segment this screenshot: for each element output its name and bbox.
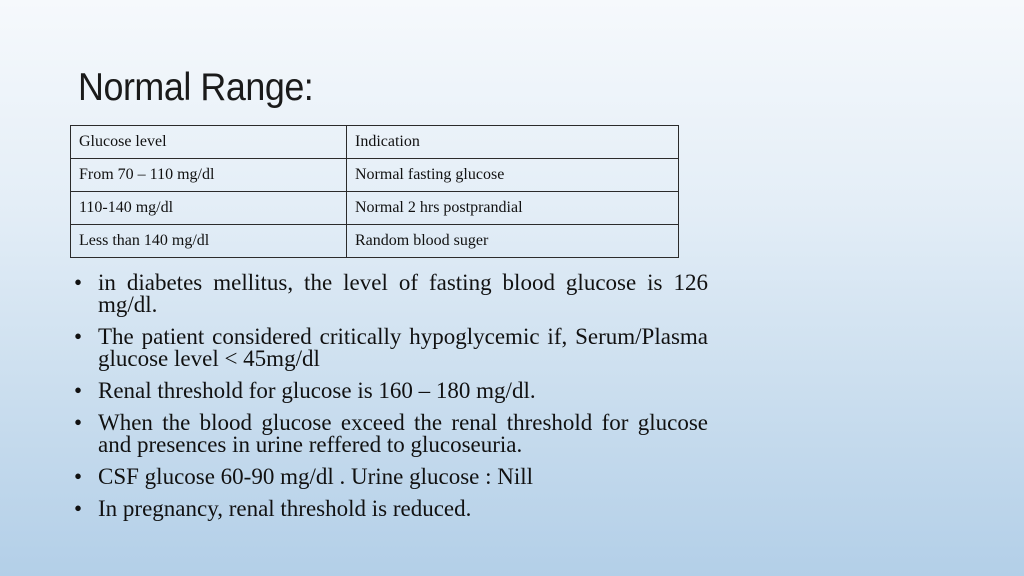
slide-title: Normal Range: xyxy=(78,66,314,109)
bullet-dot-icon: • xyxy=(74,464,83,489)
bullet-text: in diabetes mellitus, the level of fasting blood glucose is 126 mg/dl. xyxy=(98,270,708,317)
table-cell: Less than 140 mg/dl xyxy=(71,225,347,258)
list-item xyxy=(74,380,708,402)
bullet-text: Renal threshold for glucose is 160 – 180 mg/dl. xyxy=(98,378,536,403)
table-cell: Normal fasting glucose xyxy=(347,159,679,192)
list-item xyxy=(74,498,708,520)
table-row xyxy=(71,192,679,225)
bullet-text: The patient considered critically hypoglycemic if, Serum/Plasma glucose level < 45mg/dl xyxy=(98,324,708,371)
glucose-range-table xyxy=(70,125,679,258)
list-item xyxy=(74,326,708,370)
table-cell: From 70 – 110 mg/dl xyxy=(71,159,347,192)
table-cell: Normal 2 hrs postprandial xyxy=(347,192,679,225)
list-item xyxy=(74,466,708,488)
bullet-dot-icon: • xyxy=(74,270,83,295)
bullet-dot-icon: • xyxy=(74,324,83,349)
bullet-text: In pregnancy, renal threshold is reduced. xyxy=(98,496,472,521)
bullet-dot-icon: • xyxy=(74,496,83,521)
table-cell: Indication xyxy=(347,126,679,159)
list-item xyxy=(74,272,708,316)
bullet-text: CSF glucose 60-90 mg/dl . Urine glucose : Nill xyxy=(98,464,534,489)
bullet-dot-icon: • xyxy=(74,410,83,435)
table-header-row xyxy=(71,126,679,159)
list-item xyxy=(74,412,708,456)
bullet-dot-icon: • xyxy=(74,378,83,403)
bullet-text: When the blood glucose exceed the renal threshold for glucose and presences in urine reffered to glucoseuria. xyxy=(98,410,708,457)
table-row xyxy=(71,159,679,192)
table-cell: Random blood suger xyxy=(347,225,679,258)
table-cell: Glucose level xyxy=(71,126,347,159)
bullet-list xyxy=(74,272,708,530)
table-cell: 110-140 mg/dl xyxy=(71,192,347,225)
table-row xyxy=(71,225,679,258)
